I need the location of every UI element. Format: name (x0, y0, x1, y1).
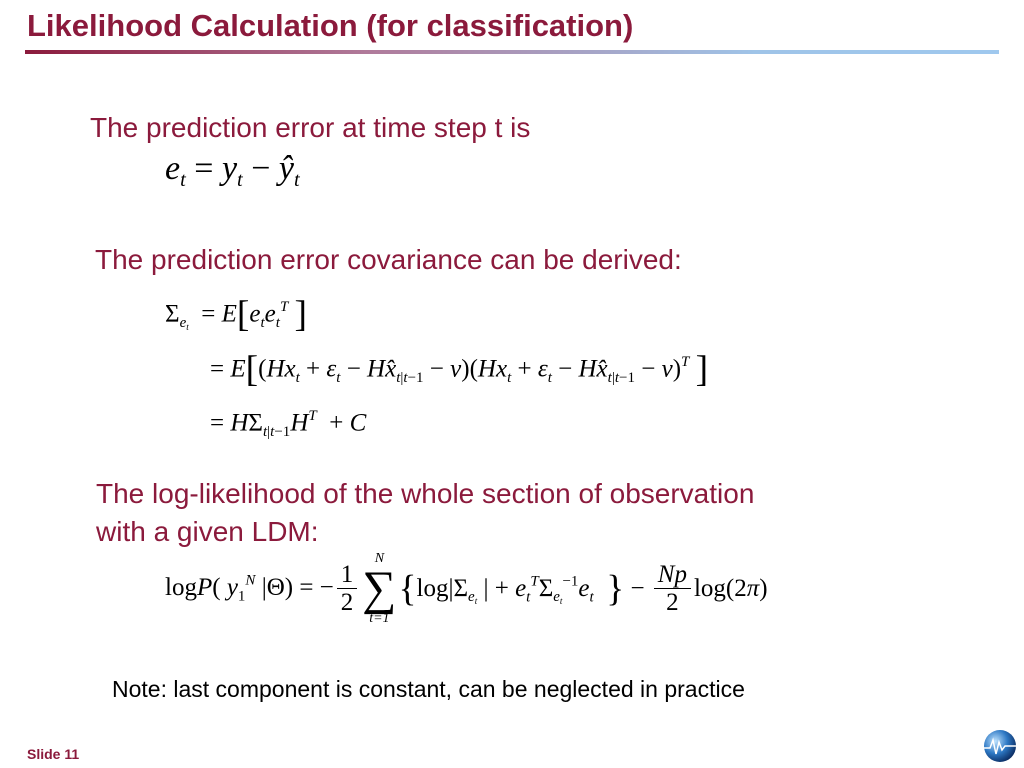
summation-symbol: N ∑ t=1 (362, 551, 397, 626)
covariance-text: The prediction error covariance can be derived: (95, 244, 682, 275)
equation-log-likelihood: logP( $y_1^N$ |Θ) = − $\frac{1}{2}$ N ∑ t=1 {$\log|\Sigma_{e_t}$ | + $e_t^T\Sigma_{e_t}^{-1}e_t$ } − $\frac{Np}{2}$ log(2π) (165, 551, 768, 626)
globe-logo-icon (980, 728, 1020, 764)
equation-covariance-line3: = $H\Sigma_{t|t-1}H^T + C$ (210, 408, 367, 440)
slide-title: Likelihood Calculation (for classification) (27, 8, 634, 43)
note-text: Note: last component is constant, can be neglected in practice (112, 676, 745, 702)
fraction-np-over-2: $\frac{Np}{2}$ (654, 561, 691, 617)
fraction-one-half: $\frac{1}{2}$ (337, 561, 358, 617)
log-likelihood-text-line2: with a given LDM: (96, 516, 319, 547)
log-likelihood-text-line1: The log-likelihood of the whole section of observation (96, 478, 755, 509)
title-divider (25, 50, 999, 54)
prediction-error-text: The prediction error at time step t is (90, 112, 531, 143)
equation-prediction-error: $e_t = y_t$ − $ŷ_t$ (165, 150, 300, 192)
equation-covariance-line1: $\Sigma_{e_t} = E[e_te_t^T$ ] (165, 294, 308, 335)
slide-number: Slide 11 (27, 746, 80, 762)
equation-covariance-line2: = $E[(Hx_t + \varepsilon_t$ − $Hx̂_{t|t-1} - v)(Hx_t + \varepsilon_t$ − $Hx̂_{t|t-1} - v)^T$ ] (210, 349, 709, 390)
